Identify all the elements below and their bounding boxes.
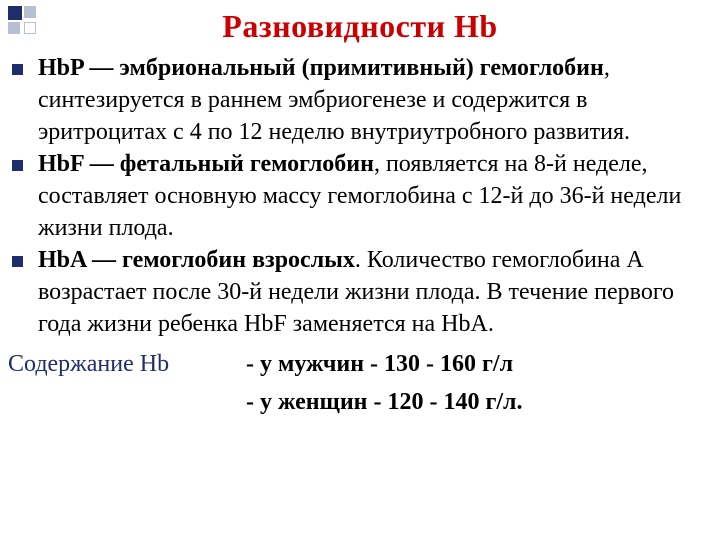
hb-content-men (8, 348, 714, 380)
bullet-item-hbp (8, 52, 714, 148)
slide-body (8, 52, 714, 418)
hb-men-value: - у мужчин - 130 - 160 г/л (246, 351, 514, 377)
bullet-item-hba (8, 244, 714, 340)
square-bullet-icon (12, 160, 23, 171)
hb-content-women (8, 386, 714, 418)
bullet-term: HbP — эмбриональный (примитивный) гемоглобин (38, 55, 604, 81)
bullet-text: . Количество гемоглобина А возрастает после 30-й недели жизни плода. В течение первого года жизни ребенка HbF заменяется на HbA. (38, 247, 675, 337)
hb-women-value: - у женщин - 120 - 140 г/л. (246, 389, 523, 415)
bullet-item-hbf (8, 148, 714, 244)
bullet-term: HbA — гемоглобин взрослых (38, 247, 355, 273)
bullet-text: , появляется на 8-й неделе, составляет основную массу гемоглобина с 12-й до 36-й недели жизни плода. (38, 151, 682, 241)
bullet-text: , синтезируется в раннем эмбриогенезе и содержится в эритроцитах с 4 по 12 неделю внутриутробного развития. (38, 55, 631, 145)
bullet-term: HbF — фетальный гемоглобин (38, 151, 374, 177)
square-bullet-icon (12, 64, 23, 75)
hb-content-label: Содержание Hb (8, 351, 170, 377)
slide-title: Разновидности Hb (222, 8, 498, 44)
square-bullet-icon (12, 256, 23, 267)
